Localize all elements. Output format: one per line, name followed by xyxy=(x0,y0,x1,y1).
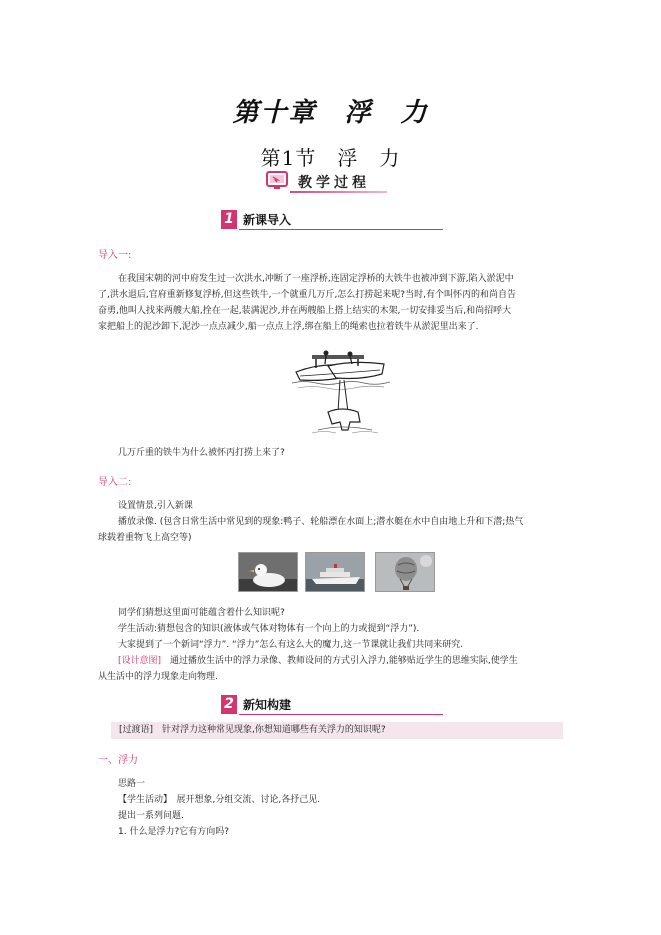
intro1-question: 几万斤重的铁牛为什么被怀丙打捞上来了? xyxy=(118,448,285,458)
boats-illustration xyxy=(292,350,390,434)
intro2-line1: 设置情景,引入新课 xyxy=(118,501,193,511)
part-heading-new-knowledge xyxy=(221,694,443,716)
monitor-icon xyxy=(266,171,288,191)
part-number-badge: 1 xyxy=(221,210,237,229)
paragraph-line: 家把船上的泥沙卸下,泥沙一点点减少,船一点点上浮,绑在船上的绳索也拉着铁牛从淤泥里出来了. xyxy=(98,322,479,332)
section1-heading: 一、浮力 xyxy=(98,755,138,766)
paragraph-line: 在我国宋朝的河中府发生过一次洪水,冲断了一座浮桥,连固定浮桥的大铁牛也被冲到下游,陷入淤泥中 xyxy=(118,274,514,284)
balloon-photo xyxy=(375,552,435,592)
part-heading-rule xyxy=(239,714,443,715)
teaching-process-label: 教学过程 xyxy=(298,175,370,191)
part-heading-new-lesson xyxy=(221,209,443,231)
transition-bar xyxy=(111,722,563,739)
intro2-heading: 导入二: xyxy=(98,477,132,488)
transition-tag: [过渡语] xyxy=(119,725,154,735)
section1-raise: 提出一系列问题. xyxy=(118,811,184,821)
paragraph-line xyxy=(98,653,568,669)
transition-text: 针对浮力这种常见现象,你想知道哪些有关浮力的知识呢? xyxy=(153,725,386,735)
part-heading-label: 新课导入 xyxy=(243,213,292,227)
design-intent-text: 通过播放生活中的浮力录像、教师设问的方式引入浮力,能够贴近学生的思维实际,使学生 xyxy=(161,656,518,666)
section1-question1: 1. 什么是浮力?它有方向吗? xyxy=(118,827,230,837)
paragraph-line: 播放录像. (包含日常生活中常见到的现象:鸭子、轮船漂在水面上;潜水艇在水中自由地上升和下潜;热气 xyxy=(118,517,524,527)
intro1-heading: 导入一: xyxy=(98,250,132,261)
design-intent-paragraph xyxy=(98,653,568,685)
student-activity-tag: 【学生活动】 xyxy=(118,795,168,805)
paragraph-line: 奋勇,他叫人找来两艘大船,拴在一起,装满泥沙,并在两艘船上搭上结实的木架,一切安排妥当后,和尚招呼大 xyxy=(98,306,512,316)
paragraph-line: 了,洪水退后,官府重新修复浮桥,但这些铁牛,一个就重几万斤,怎么打捞起来呢?当时,有个叫怀丙的和尚自告 xyxy=(98,290,516,300)
student-activity-text: 展开想象,分组交流、讨论,各抒己见. xyxy=(167,795,321,805)
banner-underline xyxy=(290,191,387,193)
intro1-paragraph xyxy=(98,271,564,335)
intro2-teacher-line: 大家提到了一个新词“浮力”. “浮力”怎么有这么大的魔力,这一节课就让我们共同来研究. xyxy=(118,640,464,650)
paragraph-line: 球载着重物飞上高空等) xyxy=(98,533,192,543)
intro2-video-paragraph xyxy=(98,514,568,546)
section1-idea: 思路一 xyxy=(118,779,146,789)
paragraph-line: 从生活中的浮力现象走向物理. xyxy=(98,672,218,682)
section1-activity xyxy=(118,792,320,808)
intro2-question: 同学们猜想这里面可能蕴含着什么知识呢? xyxy=(118,608,285,618)
ship-photo xyxy=(305,552,365,592)
intro2-student-activity: 学生活动:猜想包含的知识(液体或气体对物体有一个向上的力或提到“浮力”). xyxy=(118,624,420,634)
teaching-process-banner xyxy=(262,170,387,194)
part-heading-rule xyxy=(239,229,443,230)
part-heading-label: 新知构建 xyxy=(243,698,292,712)
design-intent-tag: [设计意图] xyxy=(118,656,162,666)
part-number-badge: 2 xyxy=(221,695,237,714)
section-title: 第1节 浮 力 xyxy=(260,146,401,170)
duck-photo xyxy=(238,552,298,592)
chapter-title: 第十章 浮 力 xyxy=(232,98,429,128)
